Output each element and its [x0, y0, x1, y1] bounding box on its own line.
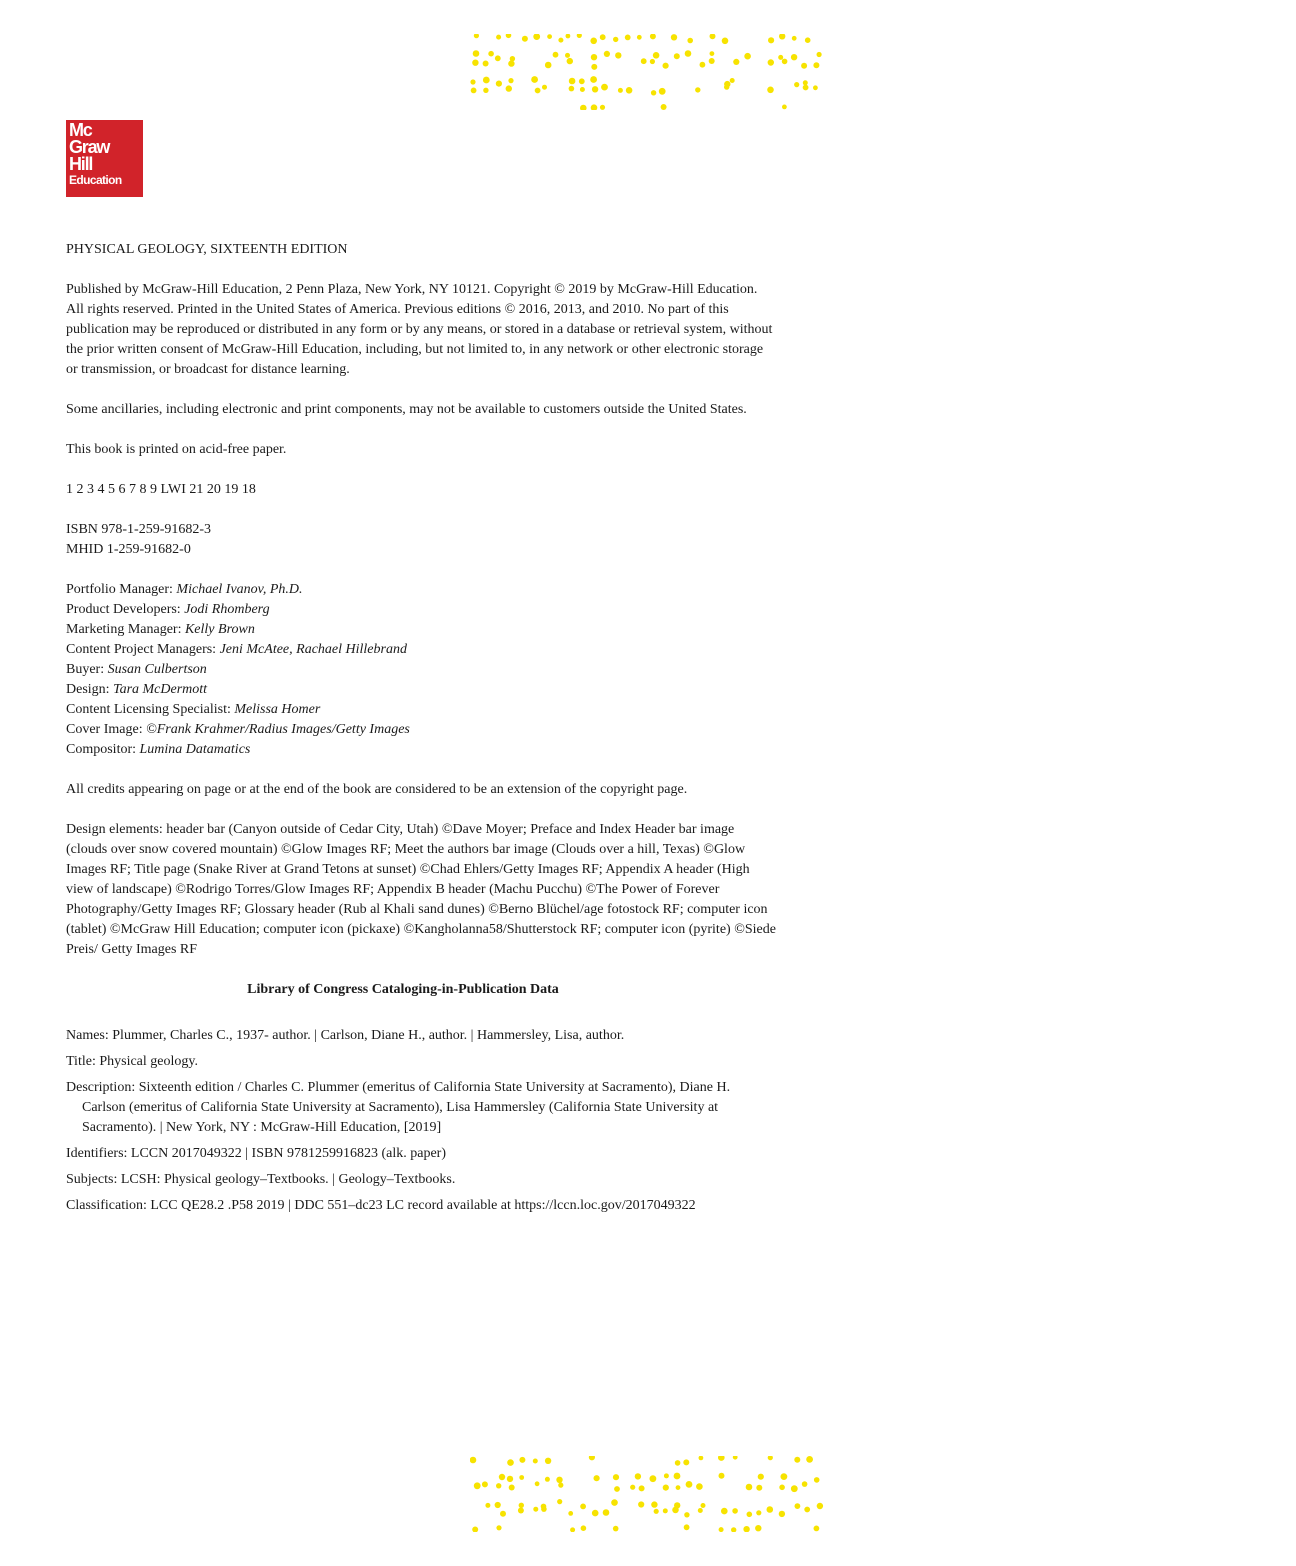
staff-item: Marketing Manager: Kelly Brown — [66, 622, 255, 637]
copyright-page-content — [66, 240, 776, 1222]
staff-item: Product Developers: Jodi Rhomberg — [66, 602, 270, 617]
cip-subjects: Subjects: LCSH: Physical geology–Textbooks. | Geology–Textbooks. — [66, 1172, 456, 1187]
copyright-notice: Published by McGraw-Hill Education, 2 Penn Plaza, New York, NY 10121. Copyright © 2019 by McGraw-Hill Education. All rights reserved. Printed in the United States of America. Previous editions © 2016, 2013, and 2010. No part of this publication may be reproduced or distributed in any form or by any means, or stored in a database or retrieval system, without the prior written consent of McGraw-Hill Education, including, but not limited to, in any network or other electronic storage or transmission, or broadcast for distance learning. — [66, 282, 773, 377]
book-title: PHYSICAL GEOLOGY, SIXTEENTH EDITION — [66, 242, 348, 257]
print-line: 1 2 3 4 5 6 7 8 9 LWI 21 20 19 18 — [66, 482, 256, 497]
design-elements-credits: Design elements: header bar (Canyon outside of Cedar City, Utah) ©Dave Moyer; Preface and Index Header bar image (clouds over snow covered mountain) ©Glow Images RF; Meet the authors bar image (Clouds over a hill, Texas) ©Glow Images RF; Title page (Snake River at Grand Tetons at sunset) ©Chad Ehlers/Getty Images RF; Appendix A header (High view of landscape) ©Rodrigo Torres/Glow Images RF; Appendix B header (Machu Pucchu) ©The Power of Forever Photography/Getty Images RF; Glossary header (Rub al Khali sand dunes) ©Berno Blüchel/age fotostock RF; computer icon (tablet) ©McGraw Hill Education; computer icon (pickaxe) ©Kangholanna58/Shutterstock RF; computer icon (pyrite) ©Siede Preis/ Getty Images RF — [66, 822, 776, 957]
cip-identifiers: Identifiers: LCCN 2017049322 | ISBN 9781259916823 (alk. paper) — [66, 1146, 446, 1161]
logo-text-mc: Mc — [69, 120, 92, 140]
mhid: MHID 1-259-91682-0 — [66, 542, 191, 557]
yellow-dots-decoration-bottom — [470, 1456, 826, 1532]
staff-item: Cover Image: ©Frank Krahmer/Radius Images/Getty Images — [66, 722, 410, 737]
staff-item: Compositor: Lumina Datamatics — [66, 742, 251, 757]
logo-text-graw: Graw — [69, 137, 110, 157]
yellow-dots-decoration-top — [470, 34, 826, 110]
logo-text-hill: Hill — [69, 154, 93, 174]
staff-item: Portfolio Manager: Michael Ivanov, Ph.D. — [66, 582, 303, 597]
cip-names: Names: Plummer, Charles C., 1937- author. | Carlson, Diane H., author. | Hammersley, Lisa, author. — [66, 1028, 625, 1043]
staff-list — [66, 580, 776, 760]
credits-notice: All credits appearing on page or at the end of the book are considered to be an extension of the copyright page. — [66, 782, 688, 797]
cip-title: Title: Physical geology. — [66, 1054, 198, 1069]
staff-item: Content Project Managers: Jeni McAtee, Rachael Hillebrand — [66, 642, 407, 657]
isbn: ISBN 978-1-259-91682-3 — [66, 522, 212, 537]
staff-item: Content Licensing Specialist: Melissa Homer — [66, 702, 321, 717]
staff-item: Design: Tara McDermott — [66, 682, 208, 697]
cip-data-block — [66, 980, 776, 1216]
logo-text-education: Education — [69, 173, 122, 187]
cip-description: Description: Sixteenth edition / Charles C. Plummer (emeritus of California State University at Sacramento), Diane H. Carlson (emeritus of California State University at Sacramento), Lisa Hammersley (California State University at Sacramento). | New York, NY : McGraw-Hill Education, [2019] — [66, 1080, 731, 1135]
ancillaries-notice: Some ancillaries, including electronic and print components, may not be available to customers outside the United States. — [66, 402, 747, 417]
cip-heading: Library of Congress Cataloging-in-Publication Data — [247, 982, 559, 997]
staff-item: Buyer: Susan Culbertson — [66, 662, 207, 677]
cip-classification: Classification: LCC QE28.2 .P58 2019 | DDC 551–dc23 LC record available at https://lccn.loc.gov/2017049322 — [66, 1198, 696, 1213]
mcgraw-hill-logo — [66, 120, 143, 197]
acid-free-notice: This book is printed on acid-free paper. — [66, 442, 287, 457]
